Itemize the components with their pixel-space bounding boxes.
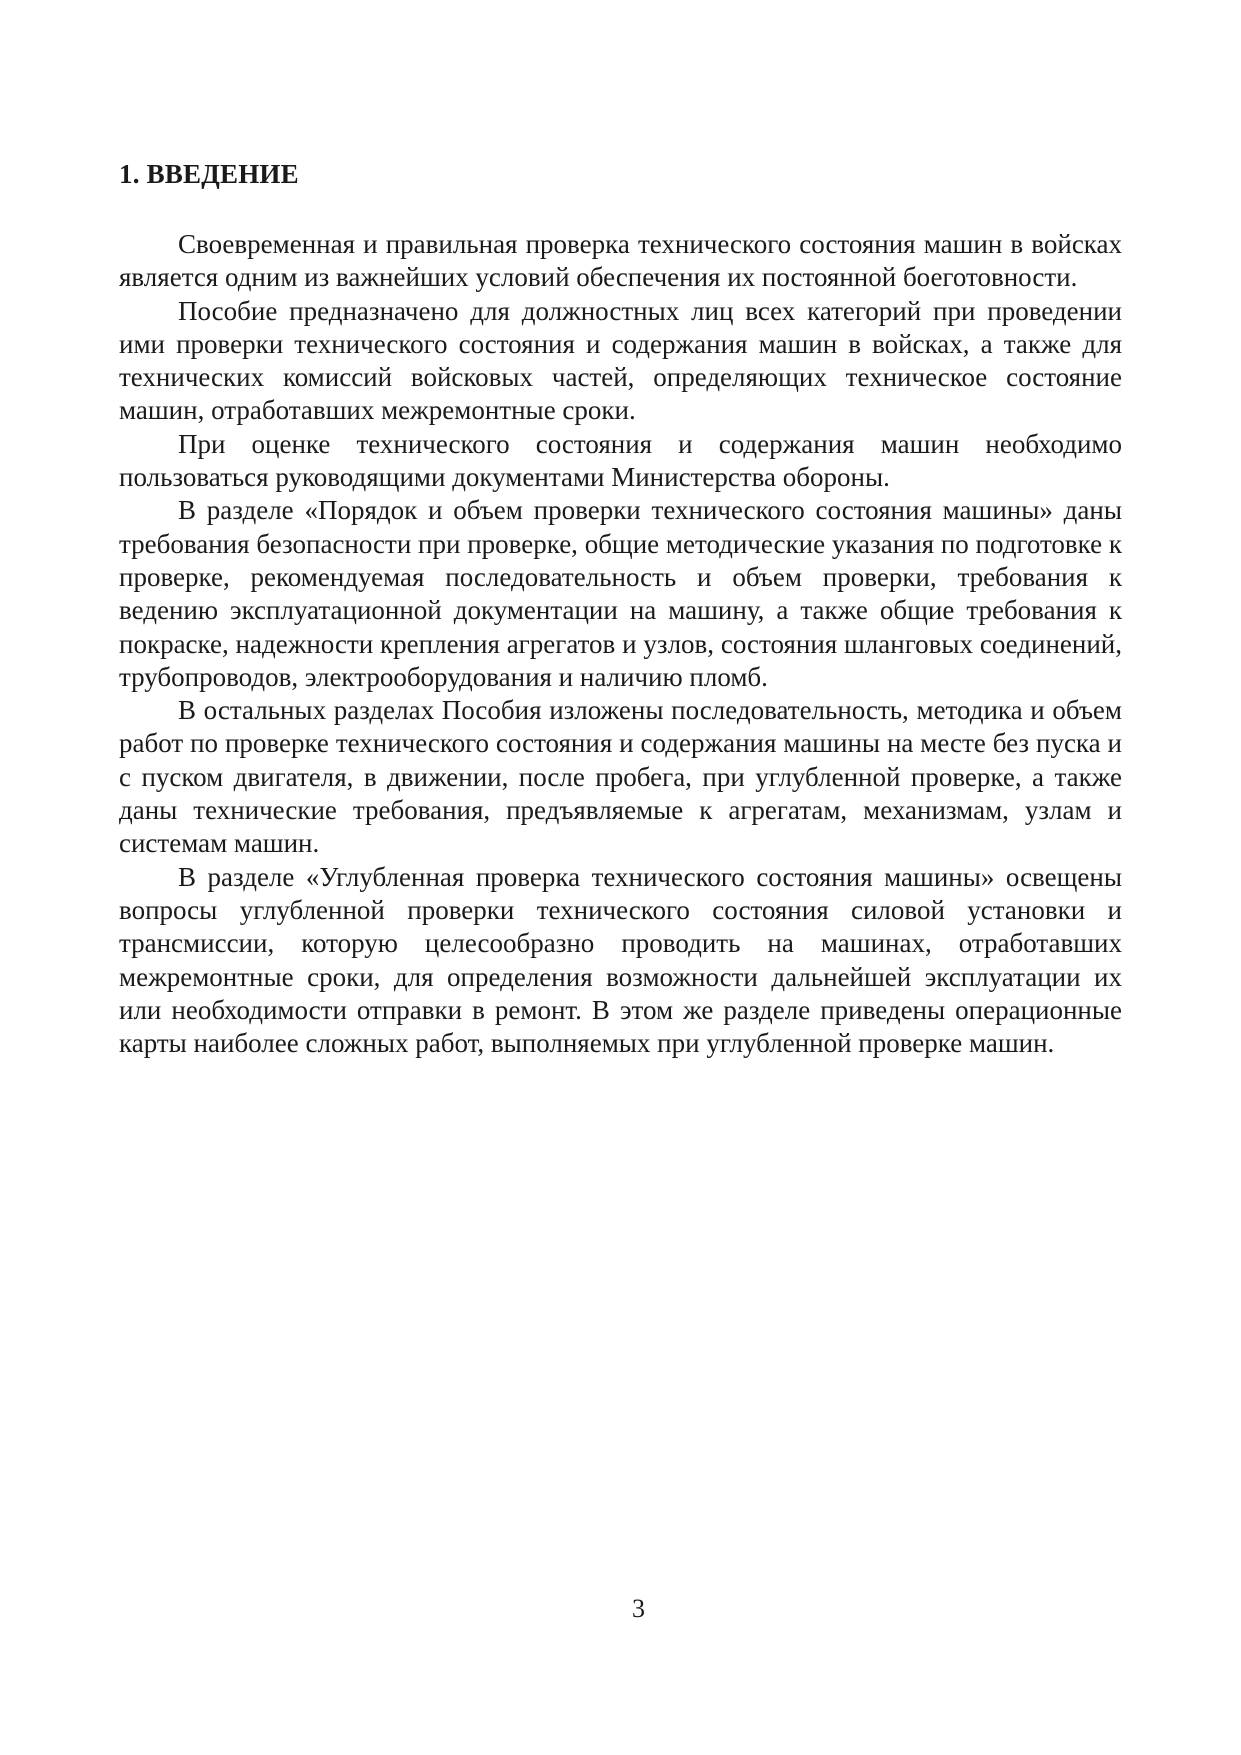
paragraph: В разделе «Углубленная проверка технического состояния машины» освещены вопросы углубленной проверки технического состояния силовой установки и трансмиссии, которую целесообразно проводить на машинах, отработавших межремонтные сроки, для определения возможности дальнейшей эксплуатации их или необходимости отправки в ремонт. В этом же разделе приведены операционные карты наиболее сложных работ, выполняемых при углубленной проверке машин. (119, 861, 1122, 1059)
body-text (119, 228, 1122, 1060)
paragraph: В остальных разделах Пособия изложены последовательность, методика и объем работ по проверке технического состояния и содержания машины на месте без пуска и с пуском двигателя, в движении, после пробега, при углубленной проверке, а также даны технические требования, предъявляемые к агрегатам, механизмам, узлам и системам машин. (119, 695, 1122, 859)
paragraph: Пособие предназначено для должностных лиц всех категорий при проведении ими проверки технического состояния и содержания машин в войсках, а также для технических комиссий войсковых частей, определяющих техническое состояние машин, отработавших межремонтные сроки. (119, 295, 1122, 426)
page-number: 3 (632, 1594, 645, 1623)
paragraph: В разделе «Порядок и объем проверки технического состояния машины» даны требования безопасности при проверке, общие методические указания по подготовке к проверке, рекомендуемая последовательность и объем проверки, требования к ведению эксплуатационной документации на машину, а также общие требования к покраске, надежности крепления агрегатов и узлов, состояния шланговых соединений, трубопроводов, электрооборудования и наличию пломб. (119, 495, 1122, 692)
section-heading: 1. ВВЕДЕНИЕ (119, 159, 299, 189)
paragraph: Своевременная и правильная проверка технического состояния машин в войсках является одним из важнейших условий обеспечения их постоянной боеготовности. (119, 229, 1122, 293)
paragraph: При оценке технического состояния и содержания машин необходимо пользоваться руководящими документами Министерства обороны. (119, 428, 1122, 493)
